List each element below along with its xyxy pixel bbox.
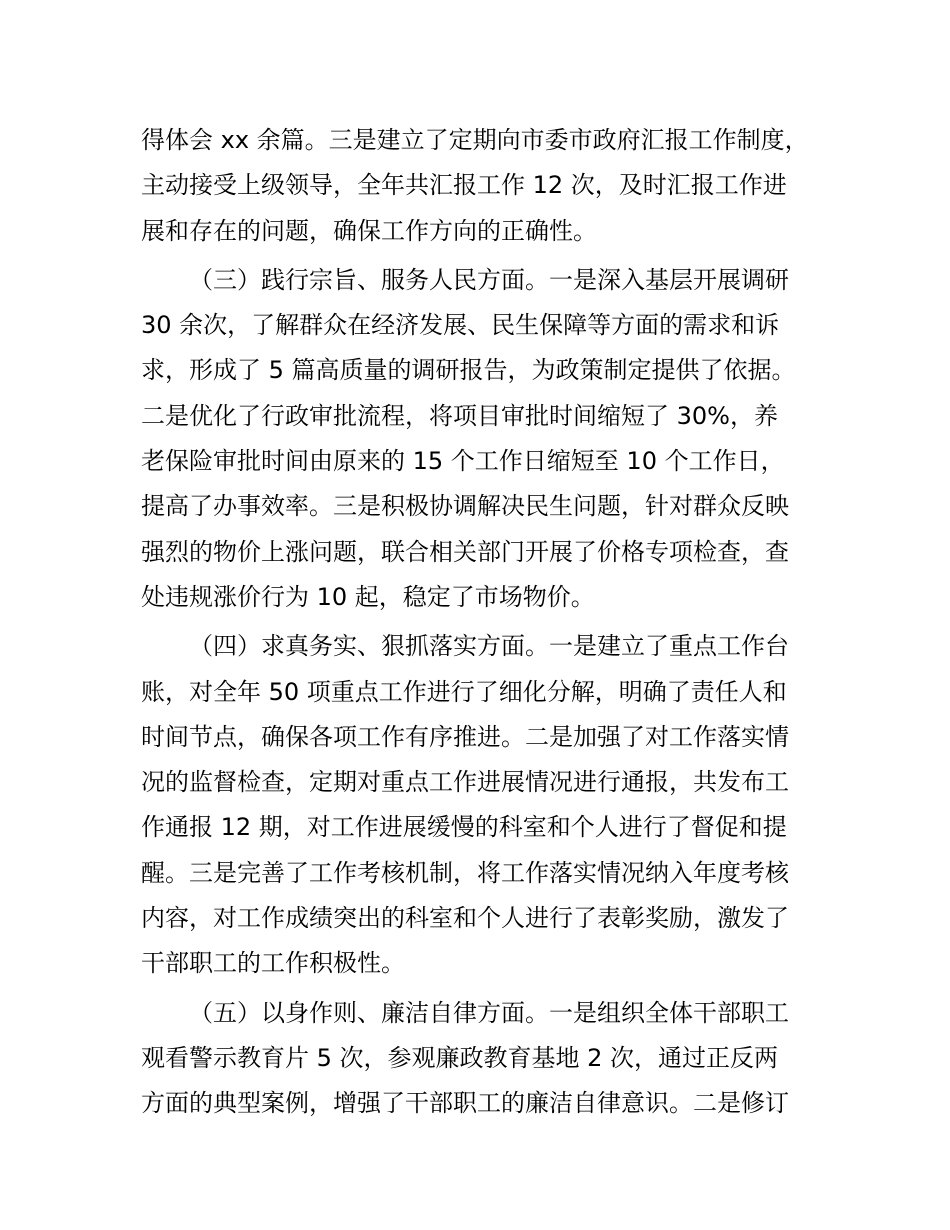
paragraph-section-3 xyxy=(141,258,841,620)
document-body xyxy=(141,118,841,1127)
text-line: 强烈的物价上涨问题，联合相关部门开展了价格专项检查，查 xyxy=(141,537,789,566)
section-3-heading-line: （三）践行宗旨、服务人民方面。一是深入基层开展调研 xyxy=(189,265,789,294)
text-line: 账，对全年 50 项重点工作进行了细化分解，明确了责任人和 xyxy=(141,677,787,706)
text-line: 展和存在的问题，确保工作方向的正确性。 xyxy=(141,216,597,245)
text-line: 处违规涨价行为 10 起，稳定了市场物价。 xyxy=(141,582,595,611)
text-line: 干部职工的工作积极性。 xyxy=(141,949,405,978)
text-line: 时间节点，确保各项工作有序推进。二是加强了对工作落实情 xyxy=(141,722,789,751)
text-line: 得体会 xx 余篇。三是建立了定期向市委市政府汇报工作制度， xyxy=(141,126,809,154)
text-line: 内容，对工作成绩突出的科室和个人进行了表彰奖励，激发了 xyxy=(141,904,789,933)
text-line: 作通报 12 期，对工作进展缓慢的科室和个人进行了督促和提 xyxy=(141,813,787,842)
section-4-heading-line: （四）求真务实、狠抓落实方面。一是建立了重点工作台 xyxy=(189,632,789,661)
text-line: 方面的典型案例，增强了干部职工的廉洁自律意识。二是修订 xyxy=(141,1089,789,1118)
text-line: 况的监督检查，定期对重点工作进展情况进行通报，共发布工 xyxy=(141,768,789,797)
text-line: 二是优化了行政审批流程，将项目审批时间缩短了 30%，养 xyxy=(141,401,778,430)
text-line: 醒。三是完善了工作考核机制，将工作落实情况纳入年度考核 xyxy=(141,858,789,887)
paragraph-2-continued xyxy=(141,118,841,254)
paragraph-section-4 xyxy=(141,624,841,986)
text-line: 提高了办事效率。三是积极协调解决民生问题，针对群众反映 xyxy=(141,492,789,521)
paragraph-section-5 xyxy=(141,991,841,1127)
text-line: 主动接受上级领导，全年共汇报工作 12 次，及时汇报工作进 xyxy=(141,171,787,200)
text-line: 30 余次，了解群众在经济发展、民生保障等方面的需求和诉 xyxy=(141,311,780,340)
section-5-heading-line: （五）以身作则、廉洁自律方面。一是组织全体干部职工 xyxy=(189,998,789,1027)
text-line: 观看警示教育片 5 次，参观廉政教育基地 2 次，通过正反两 xyxy=(141,1043,779,1072)
text-line: 求，形成了 5 篇高质量的调研报告，为政策制定提供了依据。 xyxy=(141,356,796,385)
text-line: 老保险审批时间由原来的 15 个工作日缩短至 10 个工作日， xyxy=(141,447,785,476)
